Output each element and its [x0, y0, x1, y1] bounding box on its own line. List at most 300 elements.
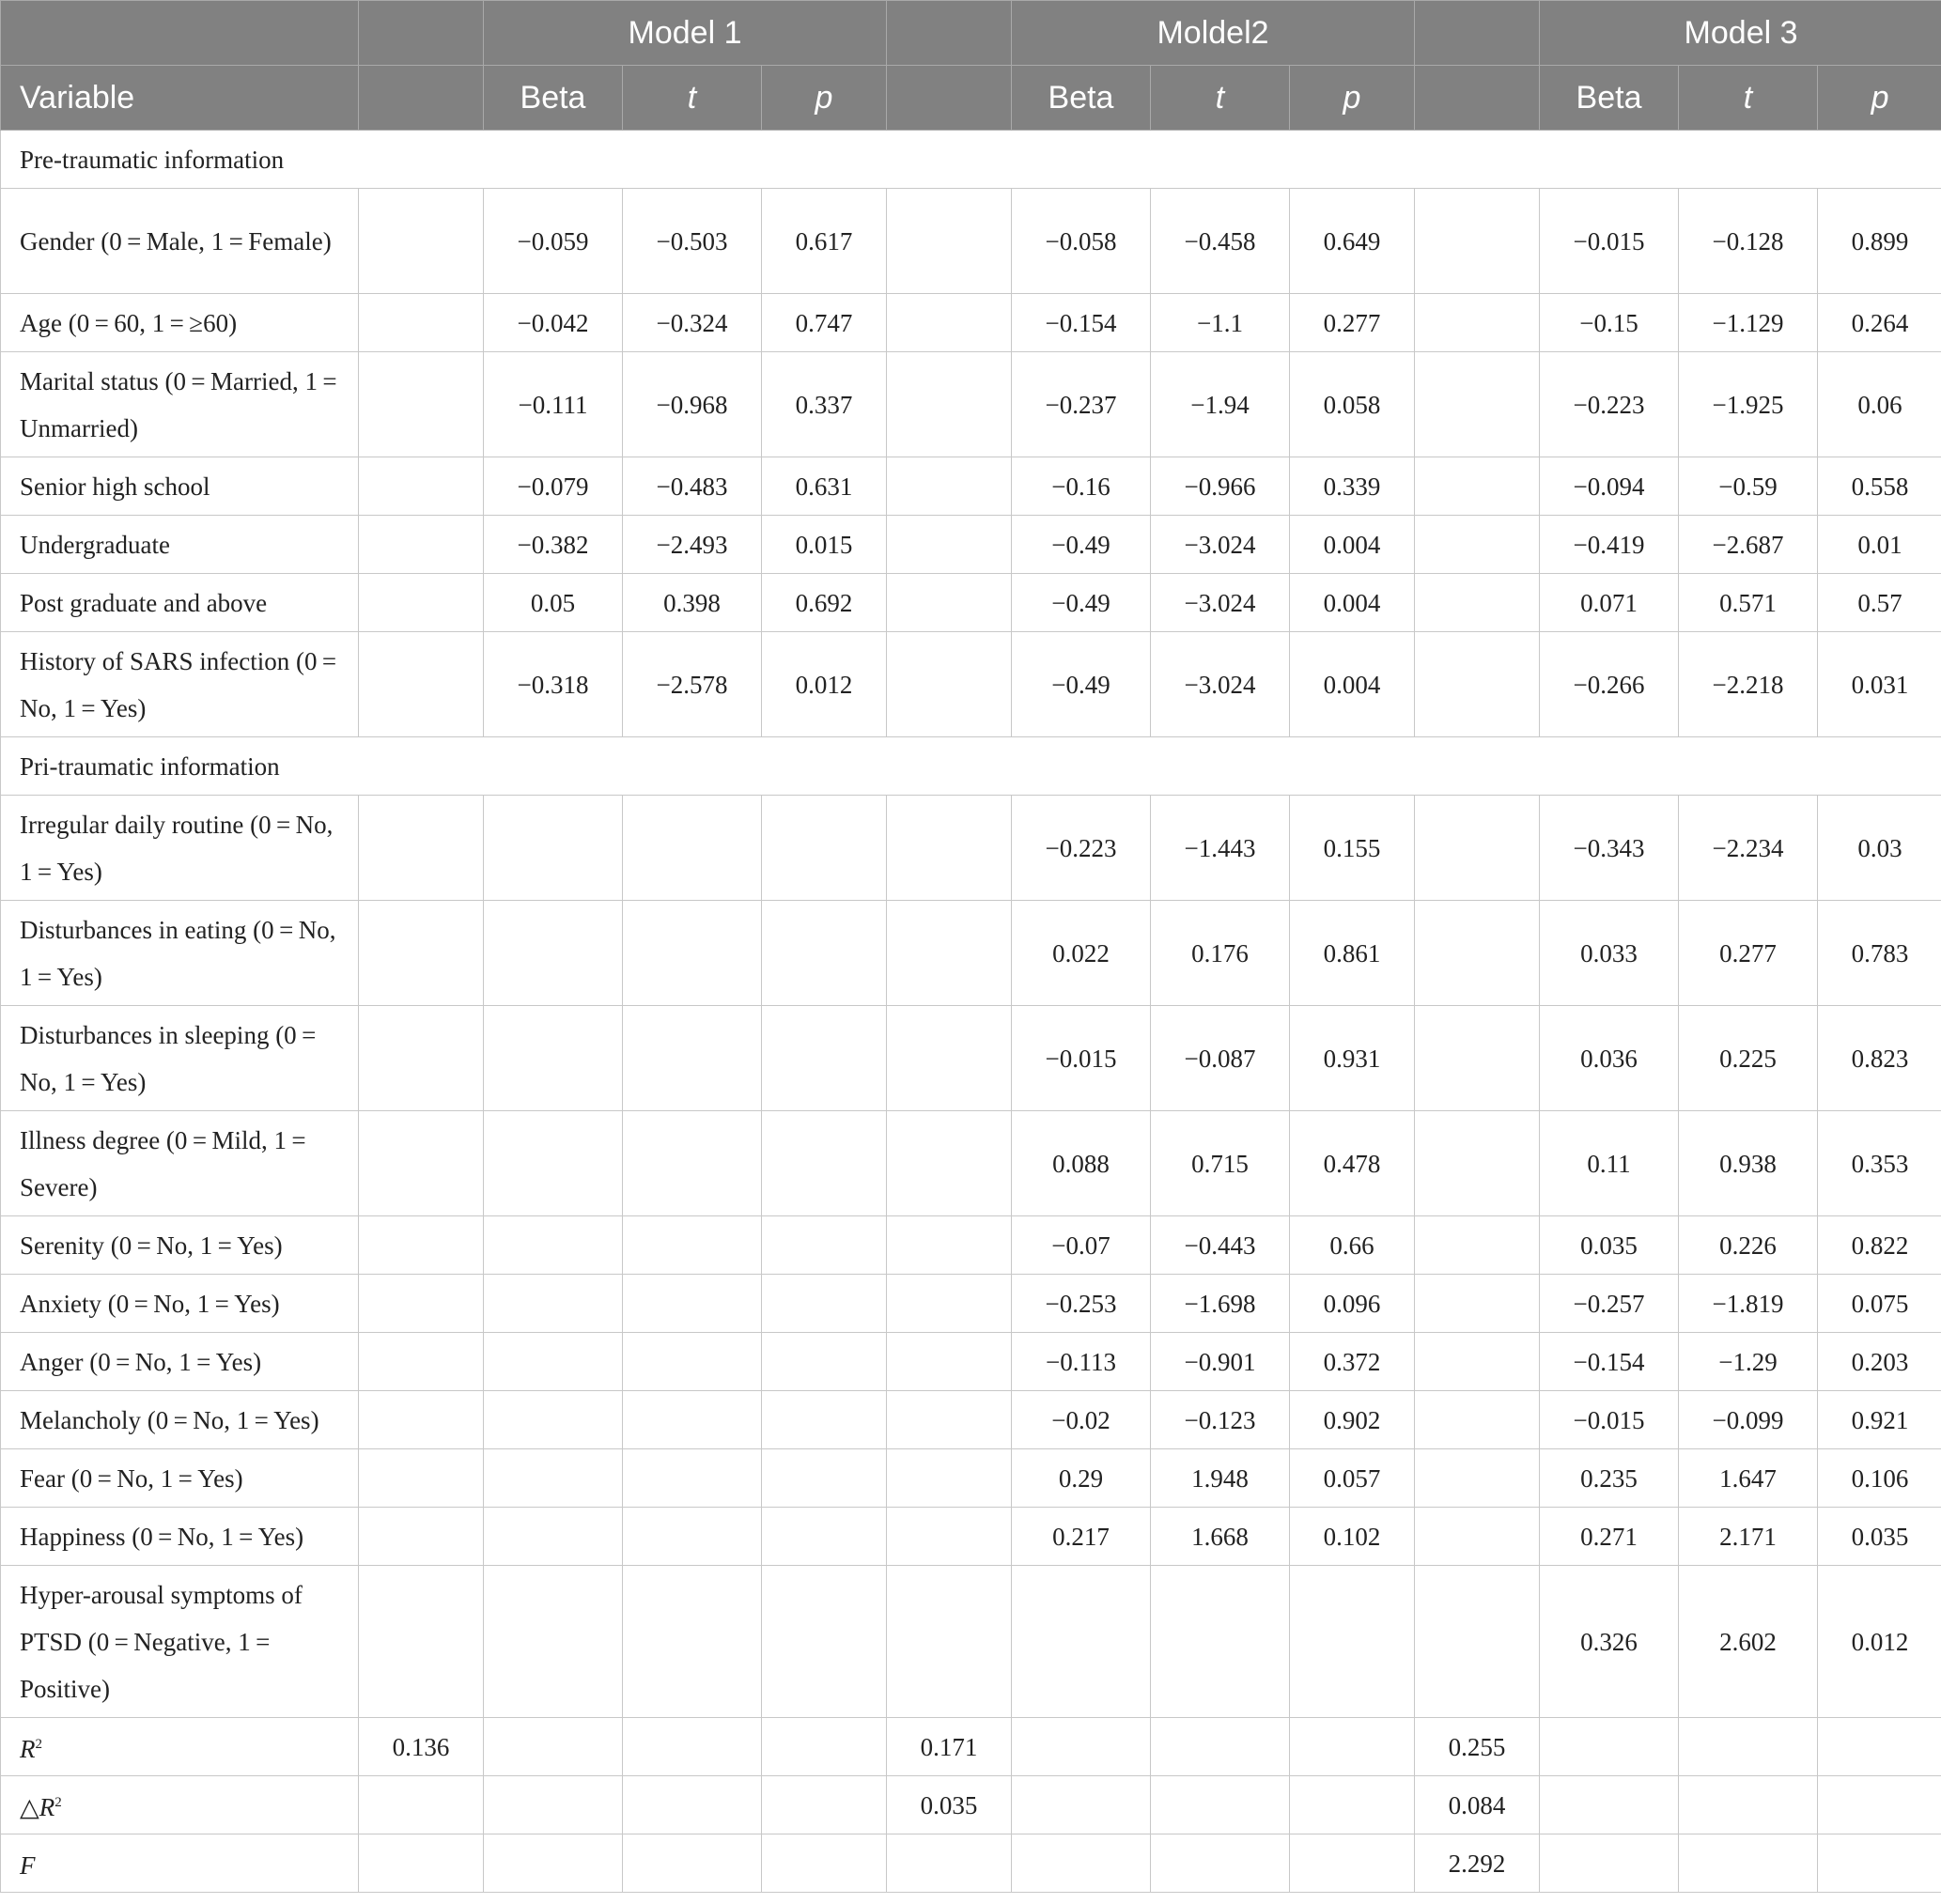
empty-cell: [484, 1776, 623, 1834]
fit-stat-cell: [359, 1566, 484, 1718]
model-3-beta-cell: −0.343: [1540, 796, 1679, 901]
model-1-beta-cell: −0.042: [484, 294, 623, 352]
table-row: [1, 1333, 1941, 1391]
model-1-fit-value: [359, 1834, 484, 1893]
model-2-beta-cell: −0.07: [1012, 1216, 1151, 1275]
empty-cell: [1012, 1834, 1151, 1893]
model-3-p-cell: 0.012: [1818, 1566, 1941, 1718]
model-2-t-cell: −1.1: [1151, 294, 1290, 352]
model-2-t-cell: [1151, 1566, 1290, 1718]
fit-stat-cell: [887, 189, 1012, 294]
stat-symbol: R: [20, 1735, 36, 1763]
model-2-beta-cell: −0.015: [1012, 1006, 1151, 1111]
fit-stat-cell: [1415, 457, 1540, 516]
fit-stat-cell: [887, 1216, 1012, 1275]
variable-label: Marital status (0 = Married, 1 = Unmarried): [1, 352, 359, 457]
variable-label: Senior high school: [1, 457, 359, 516]
variable-label: Anxiety (0 = No, 1 = Yes): [1, 1275, 359, 1333]
fit-stat-cell: [887, 1275, 1012, 1333]
header-blank: [359, 66, 484, 131]
table-row: [1, 1275, 1941, 1333]
variable-label: Happiness (0 = No, 1 = Yes): [1, 1508, 359, 1566]
table-row: [1, 1566, 1941, 1718]
model-3-t-cell: −1.129: [1679, 294, 1818, 352]
model-3-beta-cell: 0.271: [1540, 1508, 1679, 1566]
fit-stat-row: [1, 1834, 1941, 1893]
fit-stat-cell: [359, 1508, 484, 1566]
model-3-fit-value: 2.292: [1415, 1834, 1540, 1893]
model-3-p-cell: 0.01: [1818, 516, 1941, 574]
table-row: [1, 796, 1941, 901]
fit-stat-cell: [887, 1449, 1012, 1508]
header-blank: [1415, 66, 1540, 131]
model-2-p-cell: 0.861: [1290, 901, 1415, 1006]
model-2-t-cell: −0.443: [1151, 1216, 1290, 1275]
model-1-p-cell: [762, 1111, 887, 1216]
model-3-p-cell: 0.823: [1818, 1006, 1941, 1111]
model-2-p-cell: 0.339: [1290, 457, 1415, 516]
table-body: [1, 131, 1941, 1893]
stat-superscript: 2: [35, 1737, 42, 1752]
model-2-header: Moldel2: [1012, 1, 1415, 66]
fit-stat-cell: [887, 796, 1012, 901]
model-2-beta-cell: −0.02: [1012, 1391, 1151, 1449]
model-2-p-cell: 0.004: [1290, 632, 1415, 737]
model-header-row: [1, 1, 1941, 66]
p-header: p: [1818, 66, 1941, 131]
fit-stat-cell: [1415, 1111, 1540, 1216]
table-row: [1, 1391, 1941, 1449]
model-3-p-cell: 0.06: [1818, 352, 1941, 457]
fit-stat-label: [1, 1776, 359, 1834]
fit-stat-cell: [1415, 796, 1540, 901]
fit-stat-cell: [1415, 1449, 1540, 1508]
variable-label: Gender (0 = Male, 1 = Female): [1, 189, 359, 294]
model-1-t-cell: −2.493: [623, 516, 762, 574]
model-2-beta-cell: [1012, 1566, 1151, 1718]
model-2-fit-value: 0.035: [887, 1776, 1012, 1834]
model-3-t-cell: −1.29: [1679, 1333, 1818, 1391]
model-2-t-cell: 0.176: [1151, 901, 1290, 1006]
fit-stat-row: [1, 1776, 1941, 1834]
model-1-beta-cell: −0.079: [484, 457, 623, 516]
model-1-beta-cell: [484, 901, 623, 1006]
fit-stat-cell: [359, 457, 484, 516]
model-2-beta-cell: −0.253: [1012, 1275, 1151, 1333]
model-1-p-cell: [762, 1216, 887, 1275]
model-1-t-cell: [623, 1006, 762, 1111]
fit-stat-cell: [887, 1333, 1012, 1391]
model-1-t-cell: [623, 1449, 762, 1508]
section-row: [1, 737, 1941, 796]
empty-cell: [484, 1834, 623, 1893]
model-2-t-cell: −3.024: [1151, 574, 1290, 632]
variable-label: Irregular daily routine (0 = No, 1 = Yes): [1, 796, 359, 901]
model-1-t-cell: −2.578: [623, 632, 762, 737]
fit-stat-cell: [359, 516, 484, 574]
fit-stat-cell: [359, 189, 484, 294]
variable-label: Disturbances in eating (0 = No, 1 = Yes): [1, 901, 359, 1006]
table-row: [1, 457, 1941, 516]
fit-stat-cell: [359, 1006, 484, 1111]
header-blank: [887, 1, 1012, 66]
model-2-beta-cell: −0.49: [1012, 574, 1151, 632]
model-1-fit-value: 0.136: [359, 1718, 484, 1776]
fit-stat-cell: [1415, 1508, 1540, 1566]
fit-stat-label: [1, 1834, 359, 1893]
empty-cell: [1818, 1834, 1941, 1893]
model-1-t-cell: [623, 901, 762, 1006]
model-3-p-cell: 0.57: [1818, 574, 1941, 632]
model-2-t-cell: 0.715: [1151, 1111, 1290, 1216]
empty-cell: [1679, 1834, 1818, 1893]
model-1-t-cell: [623, 1508, 762, 1566]
fit-stat-cell: [887, 574, 1012, 632]
model-2-p-cell: 0.096: [1290, 1275, 1415, 1333]
model-2-p-cell: 0.277: [1290, 294, 1415, 352]
model-2-p-cell: 0.931: [1290, 1006, 1415, 1111]
fit-stat-cell: [359, 1111, 484, 1216]
empty-cell: [1151, 1776, 1290, 1834]
fit-stat-cell: [1415, 189, 1540, 294]
model-1-p-cell: 0.337: [762, 352, 887, 457]
fit-stat-cell: [1415, 1391, 1540, 1449]
fit-stat-cell: [359, 574, 484, 632]
model-3-beta-cell: −0.015: [1540, 1391, 1679, 1449]
model-3-p-cell: 0.921: [1818, 1391, 1941, 1449]
model-3-beta-cell: 0.035: [1540, 1216, 1679, 1275]
fit-stat-cell: [359, 1391, 484, 1449]
model-1-p-cell: 0.692: [762, 574, 887, 632]
model-1-p-cell: 0.631: [762, 457, 887, 516]
model-3-t-cell: 2.602: [1679, 1566, 1818, 1718]
model-1-header: Model 1: [484, 1, 887, 66]
empty-cell: [623, 1834, 762, 1893]
model-2-t-cell: −0.966: [1151, 457, 1290, 516]
empty-cell: [762, 1776, 887, 1834]
model-1-beta-cell: −0.318: [484, 632, 623, 737]
model-3-p-cell: 0.783: [1818, 901, 1941, 1006]
model-2-beta-cell: 0.29: [1012, 1449, 1151, 1508]
table-row: [1, 1006, 1941, 1111]
model-3-p-cell: 0.203: [1818, 1333, 1941, 1391]
stat-header-row: [1, 66, 1941, 131]
p-header: p: [762, 66, 887, 131]
variable-label: Undergraduate: [1, 516, 359, 574]
header-blank: [1, 1, 359, 66]
model-2-beta-cell: 0.217: [1012, 1508, 1151, 1566]
stat-symbol: F: [20, 1851, 36, 1880]
model-1-p-cell: [762, 1275, 887, 1333]
model-1-beta-cell: [484, 1391, 623, 1449]
variable-label: Hyper-arousal symptoms of PTSD (0 = Negative, 1 = Positive): [1, 1566, 359, 1718]
empty-cell: [484, 1718, 623, 1776]
fit-stat-cell: [359, 796, 484, 901]
fit-stat-cell: [359, 901, 484, 1006]
empty-cell: [1012, 1718, 1151, 1776]
model-2-p-cell: 0.004: [1290, 516, 1415, 574]
model-3-beta-cell: 0.071: [1540, 574, 1679, 632]
model-1-t-cell: [623, 1216, 762, 1275]
model-3-beta-cell: 0.11: [1540, 1111, 1679, 1216]
beta-header: Beta: [1012, 66, 1151, 131]
section-title: Pre-traumatic information: [1, 131, 1941, 189]
model-3-t-cell: 0.938: [1679, 1111, 1818, 1216]
fit-stat-cell: [359, 632, 484, 737]
variable-label: Age (0 = 60, 1 = ≥60): [1, 294, 359, 352]
empty-cell: [623, 1718, 762, 1776]
t-header: t: [623, 66, 762, 131]
model-1-t-cell: [623, 796, 762, 901]
model-3-p-cell: 0.264: [1818, 294, 1941, 352]
model-1-t-cell: [623, 1391, 762, 1449]
model-2-t-cell: −0.087: [1151, 1006, 1290, 1111]
model-2-beta-cell: −0.154: [1012, 294, 1151, 352]
fit-stat-cell: [887, 1111, 1012, 1216]
fit-stat-cell: [887, 352, 1012, 457]
fit-stat-cell: [1415, 1566, 1540, 1718]
model-3-t-cell: −2.687: [1679, 516, 1818, 574]
model-3-t-cell: −1.819: [1679, 1275, 1818, 1333]
model-2-t-cell: −3.024: [1151, 516, 1290, 574]
section-row: [1, 131, 1941, 189]
fit-stat-cell: [887, 1566, 1012, 1718]
model-3-t-cell: 0.277: [1679, 901, 1818, 1006]
delta-symbol: △: [20, 1793, 39, 1821]
model-2-t-cell: −0.901: [1151, 1333, 1290, 1391]
model-1-beta-cell: [484, 1449, 623, 1508]
fit-stat-cell: [1415, 352, 1540, 457]
table-row: [1, 1216, 1941, 1275]
empty-cell: [1818, 1718, 1941, 1776]
t-header: t: [1151, 66, 1290, 131]
empty-cell: [1540, 1718, 1679, 1776]
fit-stat-cell: [1415, 1333, 1540, 1391]
model-1-beta-cell: −0.059: [484, 189, 623, 294]
model-1-beta-cell: [484, 1333, 623, 1391]
fit-stat-label: [1, 1718, 359, 1776]
model-3-p-cell: 0.035: [1818, 1508, 1941, 1566]
model-1-t-cell: −0.483: [623, 457, 762, 516]
empty-cell: [1290, 1776, 1415, 1834]
fit-stat-cell: [359, 1275, 484, 1333]
model-3-p-cell: 0.353: [1818, 1111, 1941, 1216]
model-3-p-cell: 0.822: [1818, 1216, 1941, 1275]
empty-cell: [1679, 1718, 1818, 1776]
model-2-fit-value: [887, 1834, 1012, 1893]
table-row: [1, 901, 1941, 1006]
table-row: [1, 352, 1941, 457]
model-2-t-cell: −3.024: [1151, 632, 1290, 737]
model-3-header: Model 3: [1540, 1, 1941, 66]
model-2-p-cell: 0.902: [1290, 1391, 1415, 1449]
model-3-t-cell: 0.571: [1679, 574, 1818, 632]
variable-label: Illness degree (0 = Mild, 1 = Severe): [1, 1111, 359, 1216]
model-1-beta-cell: [484, 1111, 623, 1216]
model-3-beta-cell: 0.036: [1540, 1006, 1679, 1111]
variable-label: Serenity (0 = No, 1 = Yes): [1, 1216, 359, 1275]
variable-header: Variable: [1, 66, 359, 131]
model-1-beta-cell: −0.111: [484, 352, 623, 457]
model-1-p-cell: [762, 1508, 887, 1566]
fit-stat-cell: [887, 1508, 1012, 1566]
table-row: [1, 189, 1941, 294]
model-3-t-cell: −0.128: [1679, 189, 1818, 294]
t-header: t: [1679, 66, 1818, 131]
model-2-p-cell: 0.004: [1290, 574, 1415, 632]
empty-cell: [1540, 1834, 1679, 1893]
table-row: [1, 1111, 1941, 1216]
empty-cell: [762, 1834, 887, 1893]
model-3-beta-cell: −0.15: [1540, 294, 1679, 352]
model-3-p-cell: 0.031: [1818, 632, 1941, 737]
fit-stat-cell: [1415, 632, 1540, 737]
fit-stat-row: [1, 1718, 1941, 1776]
table-row: [1, 294, 1941, 352]
model-1-p-cell: [762, 901, 887, 1006]
model-1-t-cell: [623, 1275, 762, 1333]
empty-cell: [1290, 1718, 1415, 1776]
model-3-t-cell: −2.218: [1679, 632, 1818, 737]
model-3-fit-value: 0.255: [1415, 1718, 1540, 1776]
model-1-beta-cell: −0.382: [484, 516, 623, 574]
model-1-beta-cell: [484, 796, 623, 901]
model-1-fit-value: [359, 1776, 484, 1834]
model-3-t-cell: −2.234: [1679, 796, 1818, 901]
model-3-beta-cell: 0.033: [1540, 901, 1679, 1006]
model-3-beta-cell: −0.419: [1540, 516, 1679, 574]
model-2-t-cell: −0.458: [1151, 189, 1290, 294]
fit-stat-cell: [1415, 1006, 1540, 1111]
fit-stat-cell: [887, 1391, 1012, 1449]
model-3-beta-cell: −0.094: [1540, 457, 1679, 516]
model-1-beta-cell: [484, 1006, 623, 1111]
model-1-beta-cell: [484, 1216, 623, 1275]
fit-stat-cell: [1415, 901, 1540, 1006]
model-2-fit-value: 0.171: [887, 1718, 1012, 1776]
model-1-p-cell: [762, 1333, 887, 1391]
model-1-p-cell: 0.012: [762, 632, 887, 737]
fit-stat-cell: [887, 516, 1012, 574]
variable-label: Post graduate and above: [1, 574, 359, 632]
model-2-beta-cell: 0.022: [1012, 901, 1151, 1006]
model-1-t-cell: −0.324: [623, 294, 762, 352]
stat-superscript: 2: [54, 1795, 62, 1810]
fit-stat-cell: [887, 1006, 1012, 1111]
model-3-fit-value: 0.084: [1415, 1776, 1540, 1834]
model-2-beta-cell: −0.49: [1012, 516, 1151, 574]
model-3-t-cell: −0.099: [1679, 1391, 1818, 1449]
empty-cell: [623, 1776, 762, 1834]
empty-cell: [1540, 1776, 1679, 1834]
variable-label: History of SARS infection (0 = No, 1 = Yes): [1, 632, 359, 737]
fit-stat-cell: [887, 632, 1012, 737]
fit-stat-cell: [887, 294, 1012, 352]
model-1-t-cell: 0.398: [623, 574, 762, 632]
variable-label: Anger (0 = No, 1 = Yes): [1, 1333, 359, 1391]
empty-cell: [1151, 1834, 1290, 1893]
stat-symbol: R: [39, 1793, 55, 1821]
model-1-t-cell: [623, 1566, 762, 1718]
p-header: p: [1290, 66, 1415, 131]
empty-cell: [1012, 1776, 1151, 1834]
table-row: [1, 632, 1941, 737]
variable-label: Disturbances in sleeping (0 = No, 1 = Yes): [1, 1006, 359, 1111]
model-2-p-cell: 0.155: [1290, 796, 1415, 901]
model-3-beta-cell: −0.015: [1540, 189, 1679, 294]
model-1-t-cell: −0.968: [623, 352, 762, 457]
model-2-t-cell: 1.668: [1151, 1508, 1290, 1566]
empty-cell: [1818, 1776, 1941, 1834]
table-row: [1, 574, 1941, 632]
model-1-p-cell: [762, 796, 887, 901]
fit-stat-cell: [359, 1333, 484, 1391]
model-1-p-cell: [762, 1449, 887, 1508]
model-1-beta-cell: 0.05: [484, 574, 623, 632]
model-2-p-cell: [1290, 1566, 1415, 1718]
empty-cell: [1290, 1834, 1415, 1893]
model-2-t-cell: −0.123: [1151, 1391, 1290, 1449]
fit-stat-cell: [1415, 294, 1540, 352]
model-2-p-cell: 0.649: [1290, 189, 1415, 294]
table-row: [1, 516, 1941, 574]
fit-stat-cell: [359, 1449, 484, 1508]
model-1-beta-cell: [484, 1508, 623, 1566]
table-header: [1, 1, 1941, 131]
model-3-beta-cell: 0.235: [1540, 1449, 1679, 1508]
model-1-t-cell: [623, 1111, 762, 1216]
model-3-t-cell: 0.225: [1679, 1006, 1818, 1111]
model-3-beta-cell: −0.266: [1540, 632, 1679, 737]
model-3-t-cell: 1.647: [1679, 1449, 1818, 1508]
model-3-p-cell: 0.075: [1818, 1275, 1941, 1333]
model-2-p-cell: 0.66: [1290, 1216, 1415, 1275]
model-1-p-cell: 0.747: [762, 294, 887, 352]
variable-label: Fear (0 = No, 1 = Yes): [1, 1449, 359, 1508]
model-3-p-cell: 0.899: [1818, 189, 1941, 294]
model-2-p-cell: 0.058: [1290, 352, 1415, 457]
model-1-p-cell: [762, 1391, 887, 1449]
fit-stat-cell: [1415, 1216, 1540, 1275]
variable-label: Melancholy (0 = No, 1 = Yes): [1, 1391, 359, 1449]
model-2-p-cell: 0.102: [1290, 1508, 1415, 1566]
model-1-beta-cell: [484, 1566, 623, 1718]
model-2-t-cell: −1.443: [1151, 796, 1290, 901]
model-1-p-cell: 0.617: [762, 189, 887, 294]
model-2-p-cell: 0.057: [1290, 1449, 1415, 1508]
model-3-p-cell: 0.03: [1818, 796, 1941, 901]
model-2-beta-cell: −0.058: [1012, 189, 1151, 294]
model-2-beta-cell: −0.16: [1012, 457, 1151, 516]
model-2-p-cell: 0.478: [1290, 1111, 1415, 1216]
model-2-beta-cell: −0.113: [1012, 1333, 1151, 1391]
model-3-beta-cell: −0.223: [1540, 352, 1679, 457]
fit-stat-cell: [359, 294, 484, 352]
section-title: Pri-traumatic information: [1, 737, 1941, 796]
model-2-beta-cell: −0.237: [1012, 352, 1151, 457]
model-3-beta-cell: 0.326: [1540, 1566, 1679, 1718]
fit-stat-cell: [359, 1216, 484, 1275]
model-3-t-cell: 0.226: [1679, 1216, 1818, 1275]
fit-stat-cell: [359, 352, 484, 457]
model-3-p-cell: 0.558: [1818, 457, 1941, 516]
fit-stat-cell: [887, 901, 1012, 1006]
header-blank: [887, 66, 1012, 131]
model-2-p-cell: 0.372: [1290, 1333, 1415, 1391]
model-3-beta-cell: −0.257: [1540, 1275, 1679, 1333]
model-1-p-cell: [762, 1566, 887, 1718]
model-1-beta-cell: [484, 1275, 623, 1333]
